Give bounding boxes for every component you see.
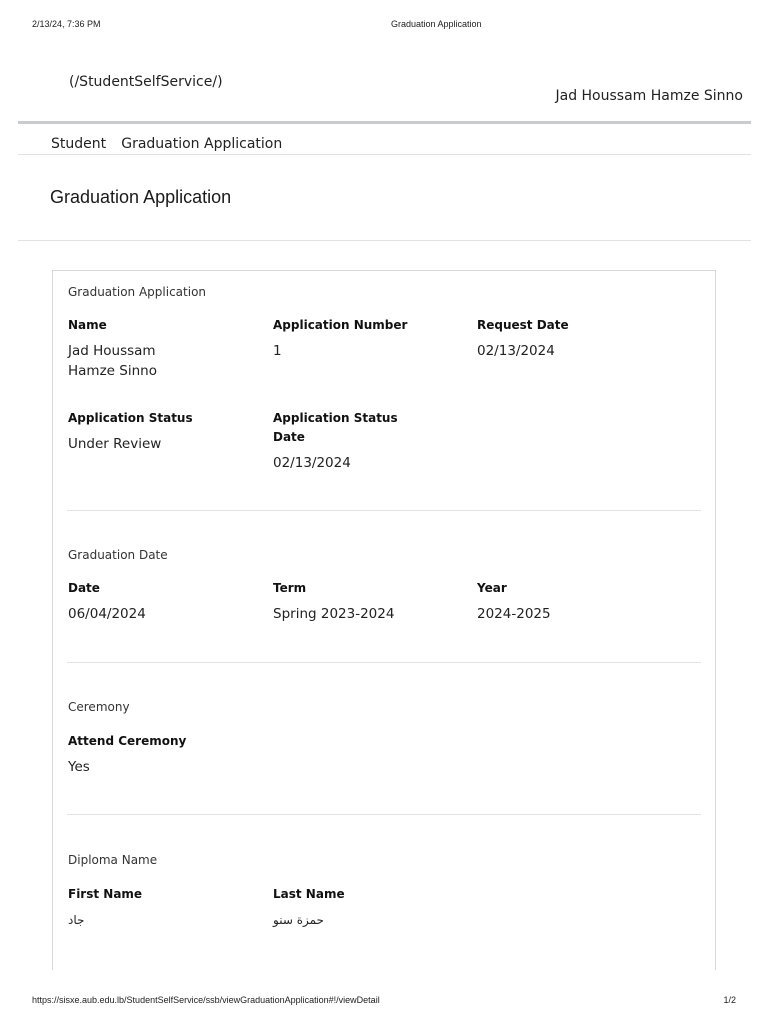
application-status-value: Under Review xyxy=(68,436,162,452)
request-date-label: Request Date xyxy=(477,318,569,332)
section-title-graduation-date: Graduation Date xyxy=(68,548,168,562)
last-name-value: حمزة سنو xyxy=(273,913,324,927)
breadcrumb-student[interactable]: Student xyxy=(51,136,107,152)
name-label: Name xyxy=(68,318,107,332)
section-title-ceremony: Ceremony xyxy=(68,700,130,714)
section-divider xyxy=(67,510,701,511)
status-date-label-line2: Date xyxy=(273,430,305,444)
application-number-label: Application Number xyxy=(273,318,408,332)
attend-ceremony-label: Attend Ceremony xyxy=(68,734,187,748)
year-value: 2024-2025 xyxy=(477,606,551,622)
section-title-application: Graduation Application xyxy=(68,285,207,299)
year-label: Year xyxy=(477,581,507,595)
first-name-label: First Name xyxy=(68,887,143,901)
print-page-number: 1/2 xyxy=(723,995,736,1005)
name-value-line1: Jad Houssam xyxy=(68,343,156,359)
term-value: Spring 2023-2024 xyxy=(273,606,395,622)
name-value-line2: Hamze Sinno xyxy=(68,363,157,379)
home-link[interactable]: (/StudentSelfService/) xyxy=(69,74,223,90)
user-name[interactable]: Jad Houssam Hamze Sinno xyxy=(555,88,743,104)
print-title: Graduation Application xyxy=(391,19,482,29)
request-date-value: 02/13/2024 xyxy=(477,343,555,359)
application-number-value: 1 xyxy=(273,343,282,359)
attend-ceremony-value: Yes xyxy=(68,759,90,775)
breadcrumb-divider xyxy=(18,154,751,155)
status-date-label-line1: Application Status xyxy=(273,411,398,425)
print-datetime: 2/13/24, 7:36 PM xyxy=(32,19,101,29)
section-title-diploma-name: Diploma Name xyxy=(68,853,158,867)
section-divider xyxy=(67,662,701,663)
status-date-value: 02/13/2024 xyxy=(273,455,351,471)
breadcrumb xyxy=(51,133,282,152)
section-divider xyxy=(67,814,701,815)
date-value: 06/04/2024 xyxy=(68,606,146,622)
application-status-label: Application Status xyxy=(68,411,193,425)
last-name-label: Last Name xyxy=(273,887,345,901)
first-name-value: جاد xyxy=(68,913,85,927)
breadcrumb-graduation-application: Graduation Application xyxy=(121,136,283,152)
print-url: https://sisxe.aub.edu.lb/StudentSelfService/ssb/viewGraduationApplication#!/viewDetail xyxy=(32,995,380,1005)
term-label: Term xyxy=(273,581,307,595)
date-label: Date xyxy=(68,581,100,595)
title-divider xyxy=(18,240,751,241)
page-title: Graduation Application xyxy=(50,187,232,207)
header-divider xyxy=(18,121,751,124)
